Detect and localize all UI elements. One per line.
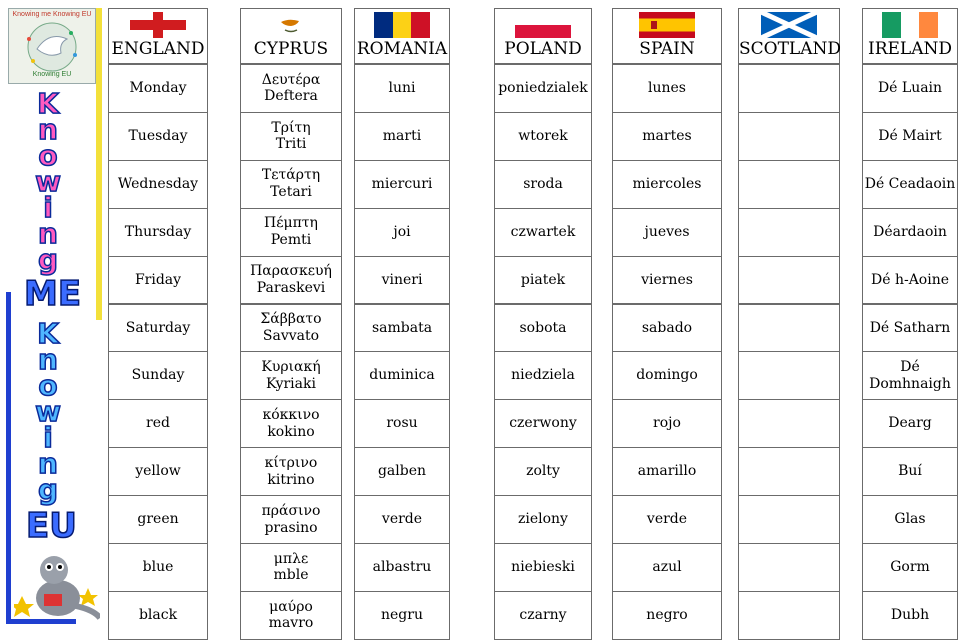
word-text: Dé — [900, 359, 920, 376]
dinosaur-mascot-icon — [14, 548, 100, 624]
word-cell — [240, 543, 342, 592]
word-text: green — [137, 511, 179, 528]
word-text: Dé Mairt — [878, 127, 942, 144]
word-cell — [612, 208, 722, 257]
word-cell — [862, 399, 958, 448]
word-text: Παρασκευή — [250, 263, 332, 280]
word-cell — [108, 304, 208, 353]
word-cell — [354, 447, 450, 496]
word-text: Κυριακή — [261, 359, 321, 376]
word-cell — [494, 495, 592, 544]
word-cell — [494, 256, 592, 305]
word-text: kokino — [267, 423, 315, 440]
word-text: mble — [273, 567, 309, 584]
word-text: κόκκινο — [262, 406, 320, 423]
word-cell — [354, 256, 450, 305]
word-text: negru — [381, 606, 423, 623]
word-cell — [494, 591, 592, 640]
country-name: ROMANIA — [356, 39, 448, 59]
word-text: Tuesday — [128, 127, 188, 144]
word-cell — [354, 399, 450, 448]
word-text: Dé Satharn — [869, 319, 951, 336]
word-cell — [494, 160, 592, 209]
side-letter: n — [38, 113, 58, 146]
word-text: duminica — [369, 367, 435, 384]
word-cell — [862, 256, 958, 305]
word-text: kitrino — [267, 471, 315, 488]
word-text: yellow — [135, 463, 181, 480]
word-cell — [612, 543, 722, 592]
word-cell — [240, 495, 342, 544]
word-cell — [240, 160, 342, 209]
word-text: miercuri — [371, 175, 433, 192]
word-text: verde — [646, 511, 688, 528]
word-cell — [108, 351, 208, 400]
word-cell — [354, 304, 450, 353]
word-text: red — [146, 415, 170, 432]
word-cell — [862, 351, 958, 400]
logo-text-top: Knowing me Knowing EU — [12, 11, 92, 18]
word-text: negro — [646, 606, 688, 623]
word-text: Pemti — [270, 232, 312, 249]
word-text: sroda — [523, 175, 563, 192]
word-cell — [494, 399, 592, 448]
word-cell — [240, 256, 342, 305]
project-logo — [8, 8, 96, 84]
side-letter: i — [43, 191, 53, 224]
word-text: zielony — [518, 511, 568, 528]
word-text: vineri — [381, 271, 423, 288]
word-text: Δευτέρα — [261, 71, 321, 88]
word-cell — [612, 256, 722, 305]
word-cell — [240, 447, 342, 496]
word-text: Paraskevi — [256, 280, 326, 297]
word-cell — [108, 543, 208, 592]
side-word-knowing-1 — [0, 87, 96, 276]
word-text: Savvato — [262, 327, 320, 344]
column-header — [862, 8, 958, 64]
word-cell — [738, 351, 840, 400]
word-cell — [494, 64, 592, 113]
word-text: sambata — [371, 319, 433, 336]
yellow-border-line — [96, 8, 102, 320]
word-cell — [108, 112, 208, 161]
logo-text-bottom: Knowing EU — [32, 71, 72, 78]
word-text: azul — [652, 559, 682, 576]
cyprus-flag-icon — [263, 12, 319, 38]
word-cell — [354, 208, 450, 257]
word-cell — [738, 447, 840, 496]
ireland-flag-icon — [882, 12, 938, 38]
word-cell — [108, 591, 208, 640]
side-word-eu: EU — [26, 506, 77, 546]
word-text: poniedzialek — [498, 80, 588, 97]
word-text: blue — [142, 559, 174, 576]
word-text: wtorek — [518, 127, 568, 144]
word-text: rojo — [653, 415, 681, 432]
word-text: galben — [377, 463, 427, 480]
word-cell — [240, 208, 342, 257]
word-cell — [240, 112, 342, 161]
word-cell — [862, 543, 958, 592]
side-letter: K — [37, 317, 59, 350]
word-text: verde — [381, 511, 423, 528]
word-cell — [738, 208, 840, 257]
word-text: domingo — [636, 367, 698, 384]
word-cell — [612, 112, 722, 161]
word-text: sobota — [519, 319, 567, 336]
word-cell — [738, 591, 840, 640]
word-text: czerwony — [509, 415, 577, 432]
word-text: Σάββατο — [260, 311, 322, 328]
side-word-me: ME — [24, 274, 82, 314]
side-letter: o — [38, 139, 58, 172]
word-text: czarny — [519, 606, 567, 623]
word-cell — [240, 64, 342, 113]
word-cell — [862, 112, 958, 161]
word-text: Dubh — [890, 606, 930, 623]
poland-flag-icon — [515, 12, 571, 38]
word-cell — [612, 399, 722, 448]
word-cell — [494, 543, 592, 592]
word-cell — [612, 591, 722, 640]
word-cell — [240, 399, 342, 448]
word-text: niedziela — [511, 367, 575, 384]
word-cell — [494, 208, 592, 257]
word-text: miercoles — [632, 175, 702, 192]
word-text: Tetari — [270, 184, 312, 201]
word-text: Wednesday — [117, 175, 199, 192]
word-cell — [738, 112, 840, 161]
word-cell — [354, 495, 450, 544]
word-text: Πέμπτη — [264, 215, 318, 232]
word-text: Saturday — [125, 319, 191, 336]
side-letter: i — [43, 421, 53, 454]
word-cell — [108, 399, 208, 448]
word-cell — [354, 591, 450, 640]
word-text: Deftera — [264, 88, 318, 105]
word-text: Τετάρτη — [261, 167, 321, 184]
word-text: Déardaoin — [873, 223, 947, 240]
word-cell — [612, 495, 722, 544]
word-text: rosu — [386, 415, 418, 432]
word-cell — [738, 543, 840, 592]
column-header — [738, 8, 840, 64]
word-cell — [738, 304, 840, 353]
word-cell — [494, 112, 592, 161]
word-cell — [738, 160, 840, 209]
word-text: Monday — [129, 80, 187, 97]
word-cell — [862, 160, 958, 209]
word-cell — [612, 64, 722, 113]
side-letter: w — [35, 165, 61, 198]
word-cell — [354, 160, 450, 209]
side-letter: o — [38, 369, 58, 402]
word-text: albastru — [372, 559, 432, 576]
column-header — [354, 8, 450, 64]
word-cell — [240, 304, 342, 353]
word-text: piatek — [520, 271, 566, 288]
word-text: Dé Luain — [877, 80, 943, 97]
word-cell — [354, 112, 450, 161]
country-name: ENGLAND — [111, 39, 205, 59]
word-cell — [738, 256, 840, 305]
word-cell — [108, 208, 208, 257]
word-cell — [108, 447, 208, 496]
word-text: amarillo — [637, 463, 697, 480]
word-cell — [240, 351, 342, 400]
word-cell — [108, 64, 208, 113]
word-text: Τρίτη — [271, 119, 311, 136]
word-text: Dé Ceadaoin — [864, 175, 956, 192]
word-cell — [494, 304, 592, 353]
country-name: CYPRUS — [253, 39, 329, 59]
word-text: jueves — [644, 223, 690, 240]
word-text: Triti — [275, 136, 307, 153]
side-letter: n — [38, 447, 58, 480]
word-text: Dearg — [888, 415, 932, 432]
word-text: czwartek — [510, 223, 576, 240]
word-cell — [240, 591, 342, 640]
side-letter: g — [37, 473, 59, 506]
side-letter: K — [37, 87, 59, 120]
word-cell — [612, 160, 722, 209]
word-text: lunes — [648, 80, 686, 97]
word-text: πράσινο — [261, 502, 321, 519]
word-text: joi — [393, 223, 411, 240]
word-text: Sunday — [131, 367, 185, 384]
country-name: SCOTLAND — [739, 39, 841, 59]
column-header — [108, 8, 208, 64]
england-flag-icon — [130, 12, 186, 38]
word-text: κίτρινο — [264, 454, 318, 471]
column-header — [494, 8, 592, 64]
word-cell — [738, 64, 840, 113]
side-letter: n — [38, 343, 58, 376]
word-cell — [862, 447, 958, 496]
word-cell — [862, 495, 958, 544]
side-letter: w — [35, 395, 61, 428]
word-text: Dé h-Aoine — [870, 271, 950, 288]
word-text: zolty — [526, 463, 560, 480]
word-cell — [494, 447, 592, 496]
word-cell — [862, 304, 958, 353]
word-text: black — [138, 606, 178, 623]
word-text: mavro — [268, 615, 314, 632]
word-cell — [862, 591, 958, 640]
word-text: Kyriaki — [266, 375, 316, 392]
word-cell — [354, 543, 450, 592]
country-name: SPAIN — [639, 39, 695, 59]
word-text: niebieski — [511, 559, 575, 576]
word-text: Glas — [894, 511, 926, 528]
side-word-knowing-2 — [0, 317, 96, 506]
side-letter: g — [37, 243, 59, 276]
word-cell — [862, 64, 958, 113]
side-letter: n — [38, 217, 58, 250]
word-cell — [862, 208, 958, 257]
word-cell — [612, 304, 722, 353]
word-text: luni — [388, 80, 416, 97]
word-cell — [612, 351, 722, 400]
column-header — [240, 8, 342, 64]
word-text: Gorm — [890, 559, 930, 576]
word-text: viernes — [641, 271, 693, 288]
word-text: prasino — [264, 519, 318, 536]
word-text: sabado — [641, 319, 693, 336]
word-cell — [108, 256, 208, 305]
country-name: POLAND — [504, 39, 582, 59]
word-text: Buí — [898, 463, 922, 480]
word-cell — [738, 495, 840, 544]
word-text: Friday — [134, 271, 182, 288]
word-cell — [738, 399, 840, 448]
scotland-flag-icon — [761, 12, 817, 38]
word-text: μαύρο — [269, 598, 313, 615]
column-header — [612, 8, 722, 64]
word-text: martes — [642, 127, 692, 144]
word-cell — [354, 64, 450, 113]
word-cell — [108, 495, 208, 544]
romania-flag-icon — [374, 12, 430, 38]
word-cell — [612, 447, 722, 496]
word-text: μπλε — [273, 550, 309, 567]
word-text: marti — [382, 127, 422, 144]
spain-flag-icon — [639, 12, 695, 38]
word-text: Thursday — [124, 223, 192, 240]
word-text: Domhnaigh — [869, 375, 951, 392]
word-cell — [108, 160, 208, 209]
country-name: IRELAND — [868, 39, 952, 59]
word-cell — [354, 351, 450, 400]
word-cell — [494, 351, 592, 400]
